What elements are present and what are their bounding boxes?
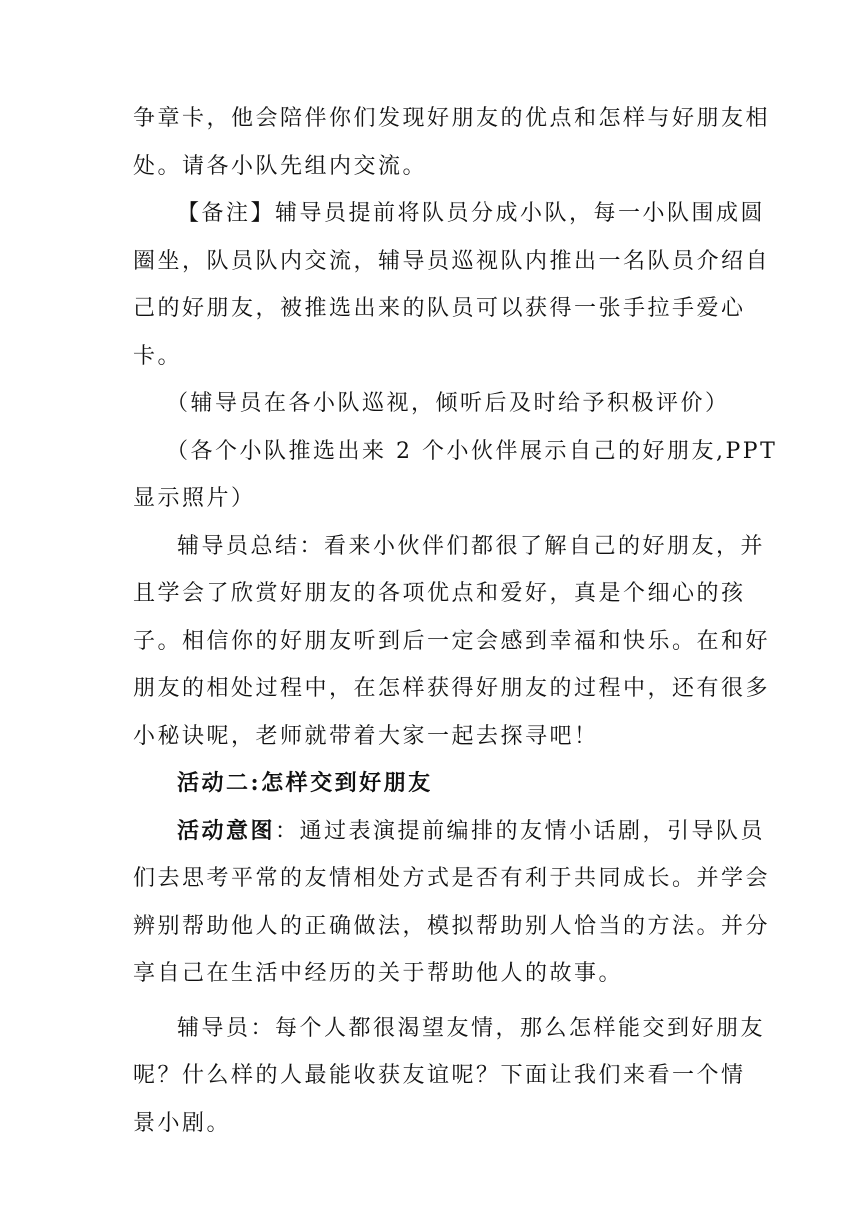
section-heading [133,760,729,808]
text-line: 【备注】辅导员提前将队员分成小队，每一小队围成圆 [177,201,766,226]
text-line: 且学会了欣赏好朋友的各项优点和爱好，真是个细心的孩 [133,581,746,606]
text-line: 享自己在生活中经历的关于帮助他人的故事。 [133,961,624,986]
text-line: 辅导员总结：看来小伙伴们都很了解自己的好朋友，并 [177,533,766,559]
paragraph-patrol [133,380,729,428]
text-line: 处。请各小队先组内交流。 [133,153,428,179]
text-line: 辅导员：每个人都很渴望友情，那么怎样能交到好朋友 [177,1015,766,1041]
text-line: 子。相信你的好朋友听到后一定会感到幸福和快乐。在和好 [133,628,771,654]
paragraph-note [133,190,771,380]
activity-two-heading: 活动二:怎样交到好朋友 [177,770,433,796]
paragraph-counselor [133,1005,766,1148]
text-line: 显示照片） [133,486,256,511]
paragraph-intent [133,808,771,998]
text-line: 们去思考平常的友情相处方式是否有利于共同成长。并学会 [133,866,771,891]
text-line: （各个小队推选出来 2 个小伙伴展示自己的好朋友,PPT [166,438,778,464]
text-line: 争章卡，他会陪伴你们发现好朋友的优点和怎样与好朋友相 [133,106,771,131]
text-line: 圈坐，队员队内交流，辅导员巡视队内推出一名队员介绍自 [133,248,771,274]
text-line: 朋友的相处过程中，在怎样获得好朋友的过程中，还有很多 [133,676,771,701]
intent-label: 活动意图 [177,817,276,844]
text-line: 辨别帮助他人的正确做法，模拟帮助别人恰当的方法。并分 [133,913,771,939]
text-line [133,808,766,856]
text-line: 卡。 [133,343,183,369]
text-line: （辅导员在各小队巡视，倾听后及时给予积极评价） [166,391,730,416]
paragraph-badge-card [133,95,771,190]
text-line: 小秘诀呢，老师就带着大家一起去探寻吧！ [133,723,599,749]
paragraph-summary [133,523,771,761]
paragraph-showcase [133,428,778,523]
text-line: 呢？什么样的人最能收获友谊呢？下面让我们来看一个情 [133,1063,746,1088]
text-line: 景小剧。 [133,1110,232,1136]
text-line: 己的好朋友，被推选出来的队员可以获得一张手拉手爱心 [133,296,746,321]
intent-text: ：通过表演提前编排的友情小话剧，引导队员 [275,818,766,844]
